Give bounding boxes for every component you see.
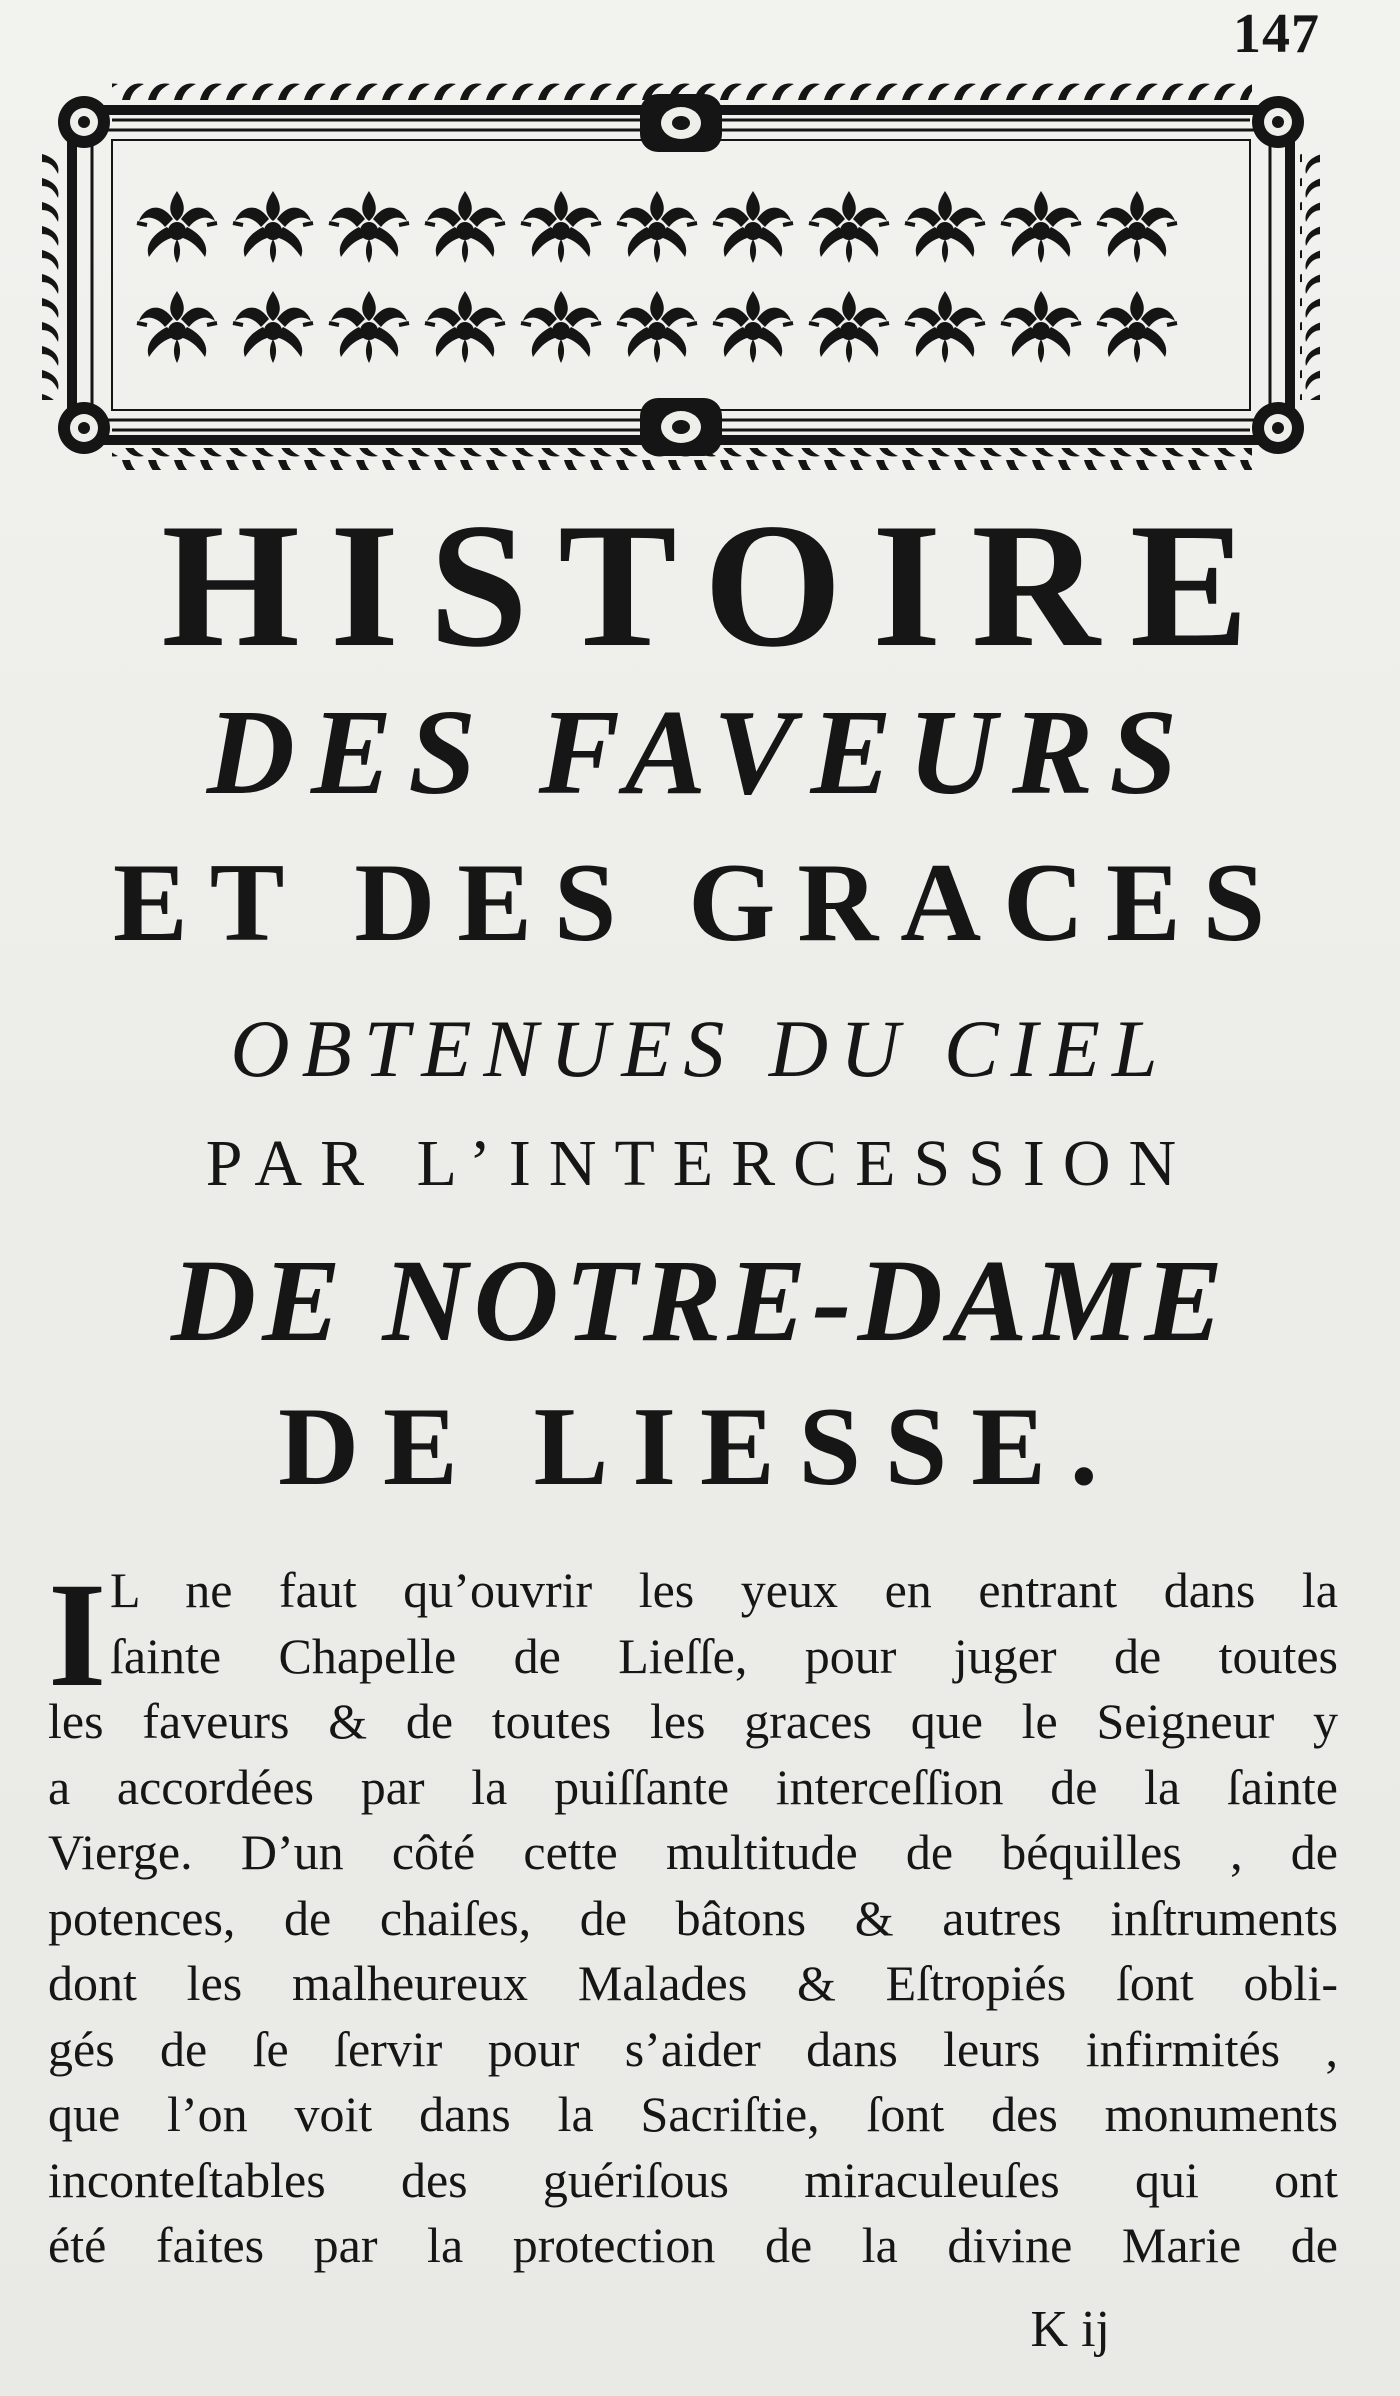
body-line: ſainte Chapelle de Lieſſe, pour juger de toutes [110, 1627, 1338, 1684]
body-line: a accordées par la puiſſante interceſſion de la ſainte [48, 1758, 1338, 1815]
body-line: L ne faut qu’ouvrir les yeux en entrant dans la [110, 1562, 1338, 1618]
body-line: potences, de chaiſes, de bâtons & autres inſtruments [48, 1889, 1338, 1946]
title-line-notre-dame: DE NOTRE-DAME [170, 1235, 1230, 1366]
body-line: inconteſtables des guériſous miraculeuſes qui ont [48, 2151, 1338, 2208]
drop-cap: I [48, 1552, 107, 1718]
ornamental-headpiece [42, 80, 1320, 470]
signature-mark: K ij [1030, 2301, 1110, 2358]
title-line-et-des-graces: ET DES GRACES [112, 841, 1287, 965]
body-line: que l’on voit dans la Sacriſtie, ſont des monuments [48, 2086, 1338, 2142]
body-line: été faites par la protection de la divine Marie de [48, 2217, 1338, 2273]
title-line-histoire: HISTOIRE [161, 486, 1279, 684]
body-line: Vierge. D’un côté cette multitude de béquilles , de [48, 1824, 1338, 1880]
body-paragraph [48, 1552, 1338, 2279]
body-line: dont les malheureux Malades & Eſtropiés ſont obli- [48, 1955, 1338, 2011]
title-line-par-intercession: PAR L’INTERCESSION [205, 1127, 1195, 1200]
body-line: gés de ſe ſervir pour s’aider dans leurs infirmités , [48, 2020, 1338, 2077]
page-number: 147 [1233, 3, 1320, 65]
fleuron-icon [137, 191, 1177, 363]
body-line: les faveurs & de toutes les graces que le Seigneur y [48, 1693, 1338, 1749]
title-block [0, 486, 1400, 1522]
title-line-des-faveurs: DES FAVEURS [206, 685, 1194, 820]
title-line-obtenues-du-ciel: OBTENUES DU CIEL [230, 1003, 1170, 1094]
title-line-de-liesse: DE LIESSE. [278, 1385, 1122, 1509]
